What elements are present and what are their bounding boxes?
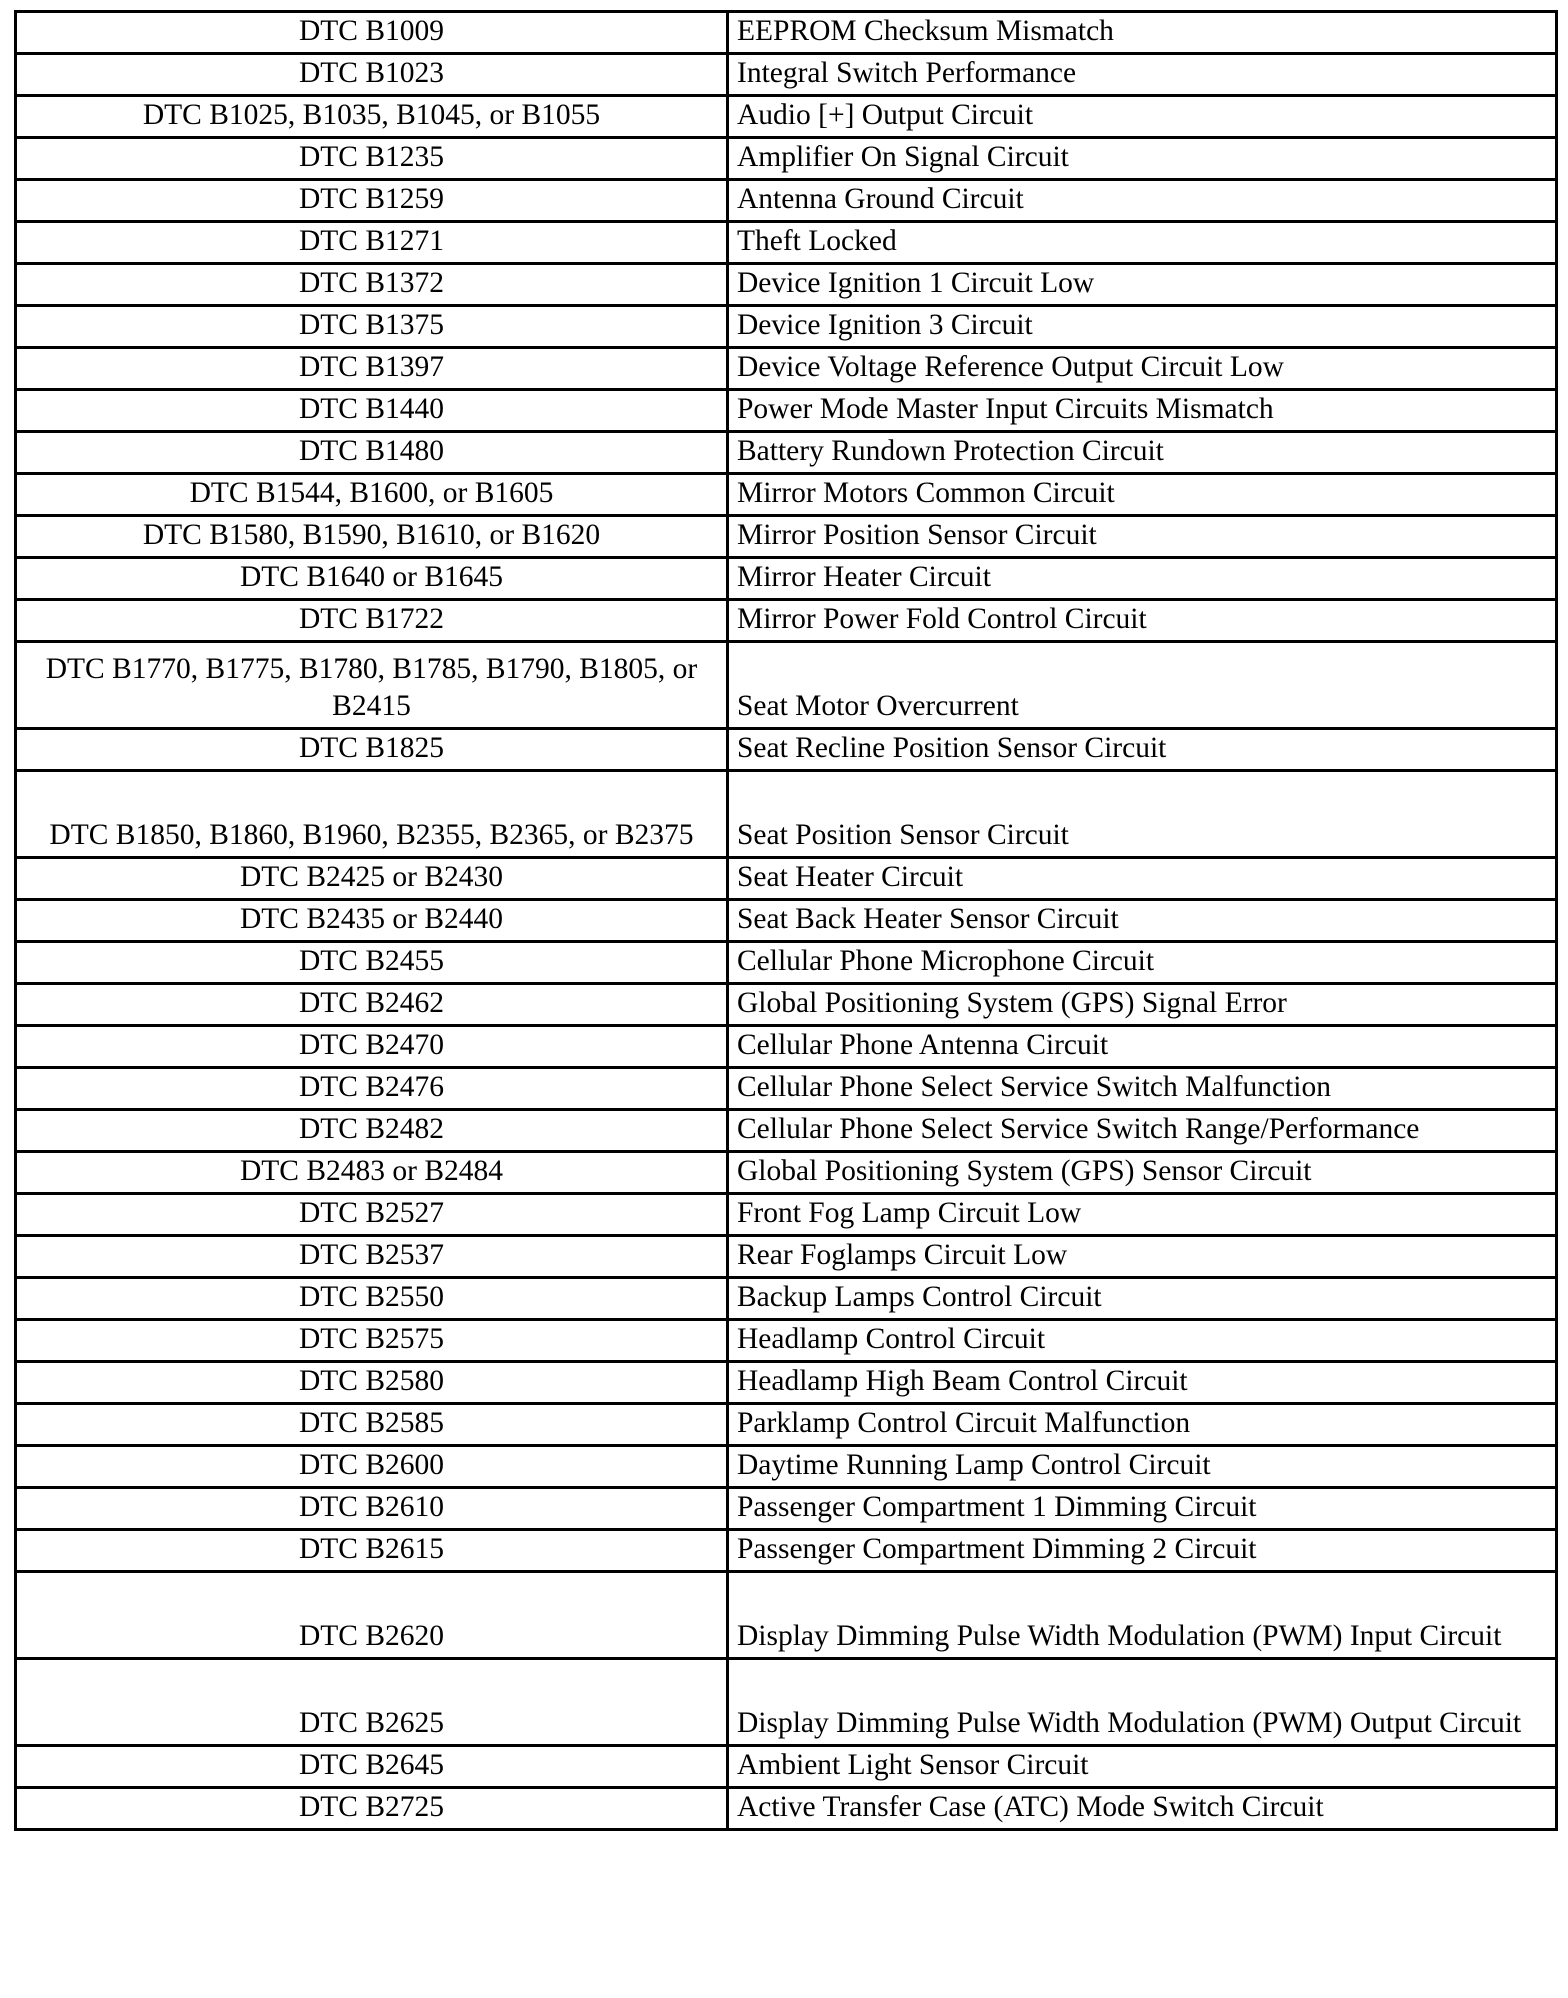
table-row bbox=[16, 642, 1557, 729]
table-row bbox=[16, 1572, 1557, 1659]
dtc-description-cell: Global Positioning System (GPS) Signal Error bbox=[728, 984, 1557, 1026]
table-row bbox=[16, 729, 1557, 771]
dtc-description-cell: Cellular Phone Select Service Switch Range/Performance bbox=[728, 1110, 1557, 1152]
dtc-description-cell: Power Mode Master Input Circuits Mismatch bbox=[728, 390, 1557, 432]
table-row bbox=[16, 1236, 1557, 1278]
dtc-description-cell: Antenna Ground Circuit bbox=[728, 180, 1557, 222]
dtc-description-cell: Seat Heater Circuit bbox=[728, 858, 1557, 900]
dtc-description-cell: Global Positioning System (GPS) Sensor Circuit bbox=[728, 1152, 1557, 1194]
dtc-code-cell: DTC B2425 or B2430 bbox=[16, 858, 728, 900]
dtc-description-cell: Seat Motor Overcurrent bbox=[728, 642, 1557, 729]
dtc-code-cell: DTC B1770, B1775, B1780, B1785, B1790, B1805, or B2415 bbox=[16, 642, 728, 729]
dtc-description-cell: Mirror Heater Circuit bbox=[728, 558, 1557, 600]
table-row bbox=[16, 516, 1557, 558]
dtc-code-cell: DTC B2575 bbox=[16, 1320, 728, 1362]
table-row bbox=[16, 432, 1557, 474]
dtc-code-cell: DTC B1544, B1600, or B1605 bbox=[16, 474, 728, 516]
dtc-code-cell: DTC B1722 bbox=[16, 600, 728, 642]
dtc-code-cell: DTC B1440 bbox=[16, 390, 728, 432]
dtc-code-cell: DTC B1397 bbox=[16, 348, 728, 390]
table-row bbox=[16, 1110, 1557, 1152]
table-row bbox=[16, 1194, 1557, 1236]
dtc-code-cell: DTC B2527 bbox=[16, 1194, 728, 1236]
table-row bbox=[16, 1278, 1557, 1320]
dtc-description-cell: Rear Foglamps Circuit Low bbox=[728, 1236, 1557, 1278]
dtc-description-cell: Seat Recline Position Sensor Circuit bbox=[728, 729, 1557, 771]
dtc-code-cell: DTC B1580, B1590, B1610, or B1620 bbox=[16, 516, 728, 558]
table-row bbox=[16, 1746, 1557, 1788]
dtc-code-cell: DTC B1640 or B1645 bbox=[16, 558, 728, 600]
dtc-description-cell: Passenger Compartment Dimming 2 Circuit bbox=[728, 1530, 1557, 1572]
dtc-description-cell: Mirror Power Fold Control Circuit bbox=[728, 600, 1557, 642]
table-row bbox=[16, 1446, 1557, 1488]
dtc-code-cell: DTC B2483 or B2484 bbox=[16, 1152, 728, 1194]
table-row bbox=[16, 54, 1557, 96]
table-row bbox=[16, 264, 1557, 306]
dtc-code-cell: DTC B2537 bbox=[16, 1236, 728, 1278]
table-row bbox=[16, 1320, 1557, 1362]
dtc-code-cell: DTC B2645 bbox=[16, 1746, 728, 1788]
table-row bbox=[16, 942, 1557, 984]
dtc-code-cell: DTC B2435 or B2440 bbox=[16, 900, 728, 942]
dtc-code-cell: DTC B2476 bbox=[16, 1068, 728, 1110]
dtc-table bbox=[14, 10, 1558, 1831]
dtc-description-cell: Front Fog Lamp Circuit Low bbox=[728, 1194, 1557, 1236]
dtc-description-cell: Ambient Light Sensor Circuit bbox=[728, 1746, 1557, 1788]
dtc-description-cell: Mirror Motors Common Circuit bbox=[728, 474, 1557, 516]
dtc-description-cell: Backup Lamps Control Circuit bbox=[728, 1278, 1557, 1320]
table-row bbox=[16, 1152, 1557, 1194]
dtc-code-cell: DTC B2585 bbox=[16, 1404, 728, 1446]
dtc-description-cell: Seat Back Heater Sensor Circuit bbox=[728, 900, 1557, 942]
dtc-code-cell: DTC B1023 bbox=[16, 54, 728, 96]
table-row bbox=[16, 771, 1557, 858]
dtc-code-cell: DTC B1259 bbox=[16, 180, 728, 222]
dtc-description-cell: EEPROM Checksum Mismatch bbox=[728, 12, 1557, 54]
table-row bbox=[16, 12, 1557, 54]
table-row bbox=[16, 1362, 1557, 1404]
dtc-code-cell: DTC B2725 bbox=[16, 1788, 728, 1830]
table-row bbox=[16, 222, 1557, 264]
dtc-description-cell: Mirror Position Sensor Circuit bbox=[728, 516, 1557, 558]
dtc-code-cell: DTC B2615 bbox=[16, 1530, 728, 1572]
dtc-table-body bbox=[16, 12, 1557, 1830]
table-row bbox=[16, 1788, 1557, 1830]
dtc-description-cell: Device Ignition 3 Circuit bbox=[728, 306, 1557, 348]
dtc-code-cell: DTC B2482 bbox=[16, 1110, 728, 1152]
dtc-code-cell: DTC B2625 bbox=[16, 1659, 728, 1746]
dtc-code-cell: DTC B1025, B1035, B1045, or B1055 bbox=[16, 96, 728, 138]
dtc-description-cell: Seat Position Sensor Circuit bbox=[728, 771, 1557, 858]
dtc-description-cell: Display Dimming Pulse Width Modulation (PWM) Input Circuit bbox=[728, 1572, 1557, 1659]
dtc-code-cell: DTC B2462 bbox=[16, 984, 728, 1026]
dtc-code-cell: DTC B2620 bbox=[16, 1572, 728, 1659]
dtc-code-cell: DTC B1235 bbox=[16, 138, 728, 180]
dtc-description-cell: Device Ignition 1 Circuit Low bbox=[728, 264, 1557, 306]
dtc-description-cell: Headlamp Control Circuit bbox=[728, 1320, 1557, 1362]
dtc-description-cell: Headlamp High Beam Control Circuit bbox=[728, 1362, 1557, 1404]
dtc-description-cell: Passenger Compartment 1 Dimming Circuit bbox=[728, 1488, 1557, 1530]
table-row bbox=[16, 1488, 1557, 1530]
dtc-code-cell: DTC B1271 bbox=[16, 222, 728, 264]
dtc-description-cell: Audio [+] Output Circuit bbox=[728, 96, 1557, 138]
table-row bbox=[16, 138, 1557, 180]
dtc-code-cell: DTC B1375 bbox=[16, 306, 728, 348]
table-row bbox=[16, 348, 1557, 390]
table-row bbox=[16, 984, 1557, 1026]
dtc-code-cell: DTC B2455 bbox=[16, 942, 728, 984]
table-row bbox=[16, 474, 1557, 516]
dtc-code-cell: DTC B1850, B1860, B1960, B2355, B2365, or B2375 bbox=[16, 771, 728, 858]
dtc-code-cell: DTC B2600 bbox=[16, 1446, 728, 1488]
table-row bbox=[16, 306, 1557, 348]
dtc-description-cell: Active Transfer Case (ATC) Mode Switch Circuit bbox=[728, 1788, 1557, 1830]
dtc-description-cell: Amplifier On Signal Circuit bbox=[728, 138, 1557, 180]
dtc-code-cell: DTC B1480 bbox=[16, 432, 728, 474]
dtc-description-cell: Daytime Running Lamp Control Circuit bbox=[728, 1446, 1557, 1488]
table-row bbox=[16, 1068, 1557, 1110]
table-row bbox=[16, 1026, 1557, 1068]
dtc-description-cell: Battery Rundown Protection Circuit bbox=[728, 432, 1557, 474]
table-row bbox=[16, 858, 1557, 900]
dtc-code-cell: DTC B2470 bbox=[16, 1026, 728, 1068]
table-row bbox=[16, 558, 1557, 600]
table-row bbox=[16, 96, 1557, 138]
dtc-description-cell: Display Dimming Pulse Width Modulation (PWM) Output Circuit bbox=[728, 1659, 1557, 1746]
dtc-code-cell: DTC B2580 bbox=[16, 1362, 728, 1404]
dtc-description-cell: Device Voltage Reference Output Circuit Low bbox=[728, 348, 1557, 390]
dtc-description-cell: Cellular Phone Select Service Switch Malfunction bbox=[728, 1068, 1557, 1110]
dtc-code-cell: DTC B2610 bbox=[16, 1488, 728, 1530]
table-row bbox=[16, 600, 1557, 642]
table-row bbox=[16, 180, 1557, 222]
dtc-description-cell: Cellular Phone Antenna Circuit bbox=[728, 1026, 1557, 1068]
dtc-code-cell: DTC B1009 bbox=[16, 12, 728, 54]
dtc-code-cell: DTC B1825 bbox=[16, 729, 728, 771]
dtc-description-cell: Integral Switch Performance bbox=[728, 54, 1557, 96]
table-row bbox=[16, 1404, 1557, 1446]
table-row bbox=[16, 1530, 1557, 1572]
dtc-code-cell: DTC B1372 bbox=[16, 264, 728, 306]
table-row bbox=[16, 900, 1557, 942]
dtc-description-cell: Theft Locked bbox=[728, 222, 1557, 264]
table-row bbox=[16, 390, 1557, 432]
dtc-code-cell: DTC B2550 bbox=[16, 1278, 728, 1320]
dtc-description-cell: Parklamp Control Circuit Malfunction bbox=[728, 1404, 1557, 1446]
table-row bbox=[16, 1659, 1557, 1746]
dtc-description-cell: Cellular Phone Microphone Circuit bbox=[728, 942, 1557, 984]
